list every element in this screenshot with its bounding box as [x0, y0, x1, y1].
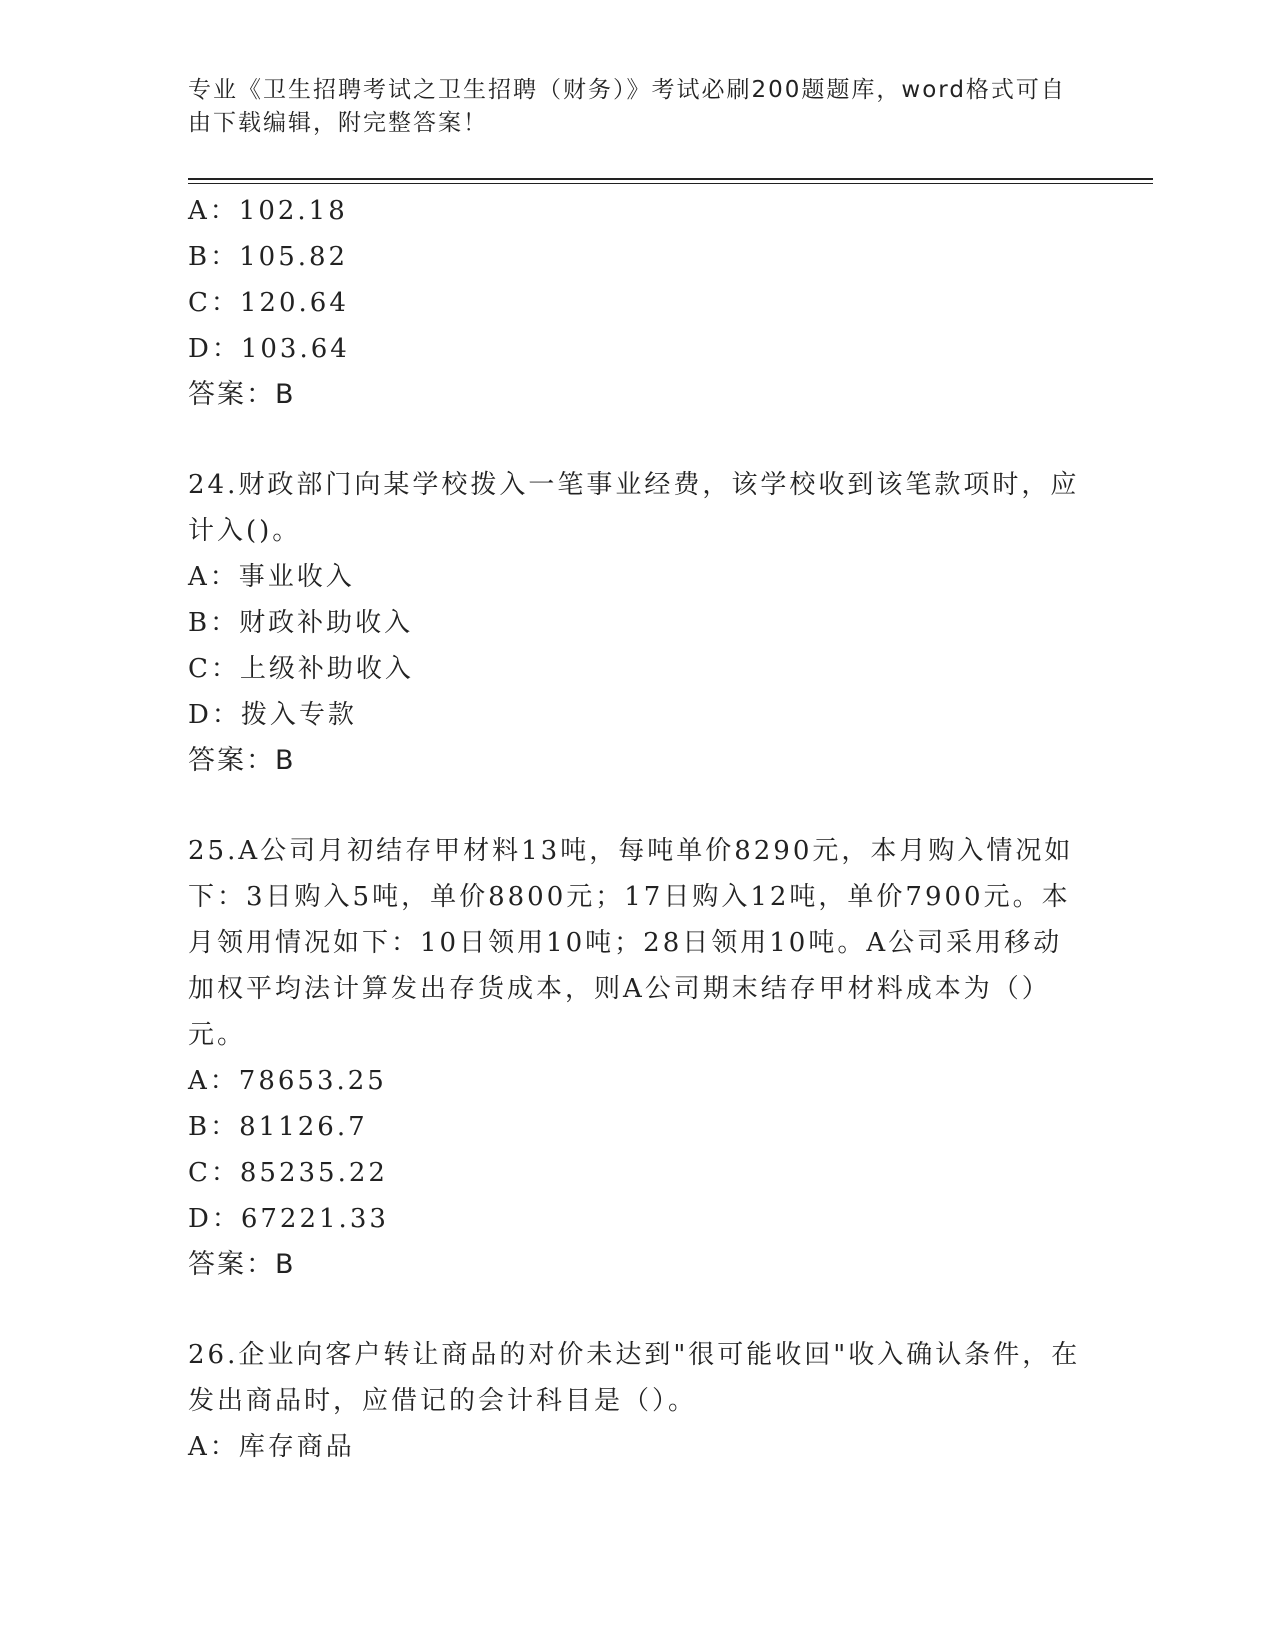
- answer-line: 答案：B: [188, 379, 296, 410]
- header-rule-thick: [188, 178, 1153, 180]
- question-23: [188, 188, 1068, 418]
- question-text-line: 元。: [188, 1020, 247, 1050]
- option-b: B：105.82: [188, 242, 349, 272]
- question-text-line: 月领用情况如下：10日领用10吨；28日领用10吨。A公司采用移动: [188, 928, 1063, 958]
- option-d: D：拨入专款: [188, 700, 357, 730]
- question-24: [188, 462, 1080, 784]
- question-text-line: 计入()。: [188, 516, 302, 546]
- header-line-2: 由下载编辑，附完整答案！: [188, 110, 488, 136]
- option-c: C：120.64: [188, 288, 349, 318]
- question-text-line: 发出商品时，应借记的会计科目是（）。: [188, 1386, 698, 1416]
- question-26: [188, 1332, 1081, 1470]
- option-c: C：上级补助收入: [188, 654, 414, 684]
- question-text-line: 24.财政部门向某学校拨入一笔事业经费，该学校收到该笔款项时，应: [188, 470, 1080, 500]
- question-text-line: 加权平均法计算发出存货成本，则A公司期末结存甲材料成本为（）: [188, 974, 1051, 1004]
- option-a: A：事业收入: [188, 562, 355, 592]
- option-b: B：81126.7: [188, 1112, 368, 1142]
- question-25: [188, 828, 1074, 1288]
- header-line-1: 专业《卫生招聘考试之卫生招聘（财务）》考试必刷200题题库，word格式可自: [188, 77, 1066, 103]
- question-text-line: 下：3日购入5吨，单价8800元；17日购入12吨，单价7900元。本: [188, 882, 1071, 912]
- option-b: B：财政补助收入: [188, 608, 414, 638]
- option-a: A：78653.25: [188, 1066, 387, 1096]
- option-d: D：103.64: [188, 334, 350, 364]
- question-text-line: 26.企业向客户转让商品的对价未达到"很可能收回"收入确认条件，在: [188, 1340, 1081, 1370]
- option-a: A：102.18: [188, 196, 348, 226]
- option-d: D：67221.33: [188, 1204, 389, 1234]
- answer-line: 答案：B: [188, 745, 296, 776]
- document-header: [188, 74, 1088, 140]
- question-list: [188, 188, 1081, 1470]
- answer-line: 答案：B: [188, 1249, 296, 1280]
- option-a: A：库存商品: [188, 1432, 355, 1462]
- question-text-line: 25.A公司月初结存甲材料13吨，每吨单价8290元，本月购入情况如: [188, 836, 1074, 866]
- header-rule-thin: [188, 183, 1153, 184]
- option-c: C：85235.22: [188, 1158, 388, 1188]
